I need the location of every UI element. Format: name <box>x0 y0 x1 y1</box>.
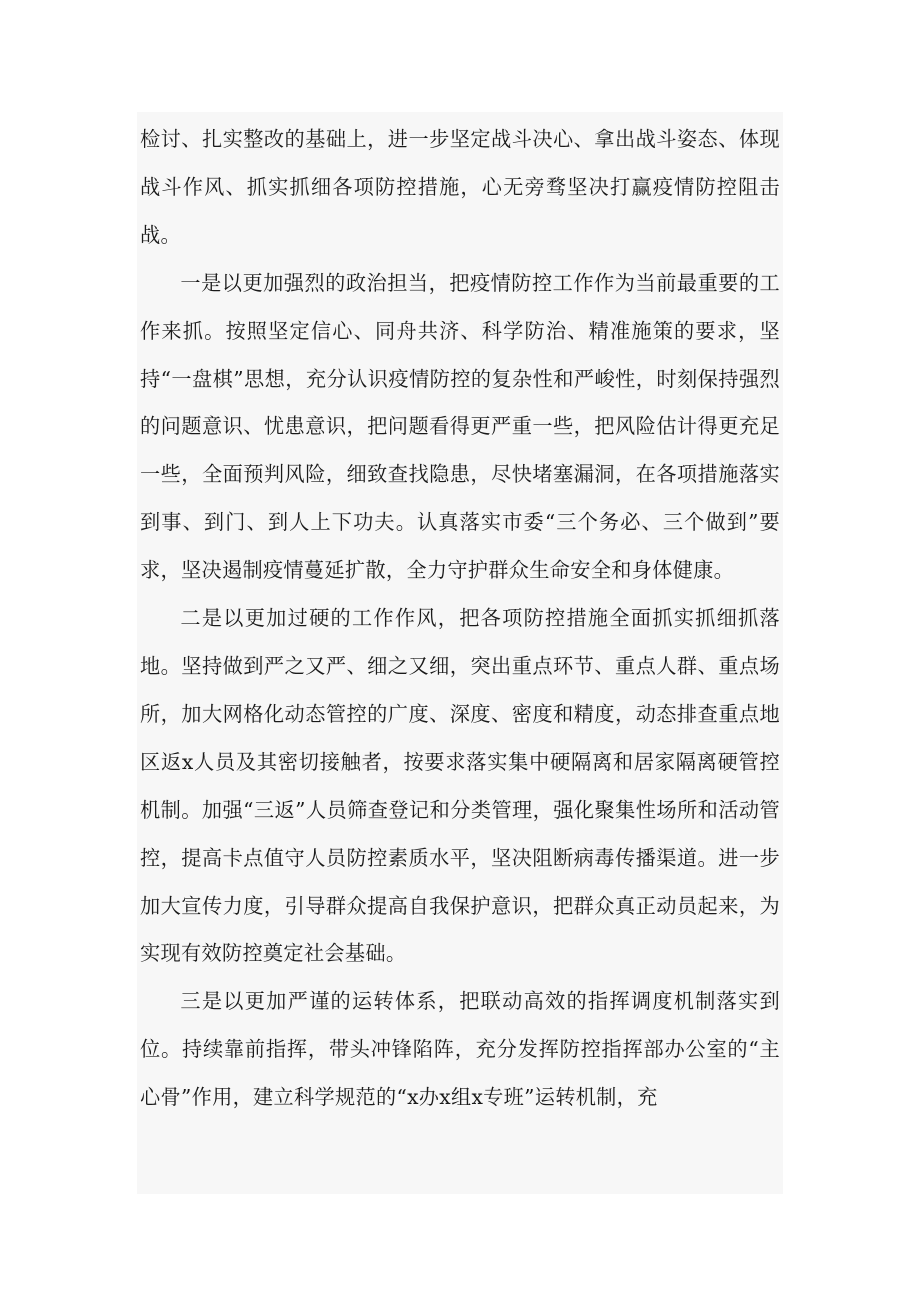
document-body <box>140 116 780 1122</box>
paragraph-political-responsibility: 一是以更加强烈的政治担当，把疫情防控工作作为当前最重要的工作来抓。按照坚定信心、同舟共济、科学防治、精准施策的要求，坚持“一盘棋”思想，充分认识疫情防控的复杂性和严峻性，时刻保持强烈的问题意识、忧患意识，把问题看得更严重一些，把风险估计得更充足一些，全面预判风险，细致查找隐患，尽快堵塞漏洞，在各项措施落实到事、到门、到人上下功夫。认真落实市委“三个务必、三个做到”要求，坚决遏制疫情蔓延扩散，全力守护群众生命安全和身体健康。 <box>140 270 780 583</box>
paragraph-work-style: 二是以更加过硬的工作作风，把各项防控措施全面抓实抓细抓落地。坚持做到严之又严、细之又细，突出重点环节、重点人群、重点场所，加大网格化动态管控的广度、深度、密度和精度，动态排查重点地区返x人员及其密切接触者，按要求落实集中硬隔离和居家隔离硬管控机制。加强“三返”人员筛查登记和分类管理，强化聚集性场所和活动管控，提高卡点值守人员防控素质水平，坚决阻断病毒传播渠道。进一步加大宣传力度，引导群众提高自我保护意识，把群众真正动员起来，为实现有效防控奠定社会基础。 <box>140 606 780 966</box>
paragraph-continuation: 检讨、扎实整改的基础上，进一步坚定战斗决心、拿出战斗姿态、体现战斗作风、抓实抓细各项防控措施，心无旁骛坚决打赢疫情防控阻击战。 <box>140 127 780 247</box>
paragraph-operating-system: 三是以更加严谨的运转体系，把联动高效的指挥调度机制落实到位。持续靠前指挥，带头冲锋陷阵，充分发挥防控指挥部办公室的“主心骨”作用，建立科学规范的“x办x组x专班”运转机制，充 <box>140 989 780 1110</box>
